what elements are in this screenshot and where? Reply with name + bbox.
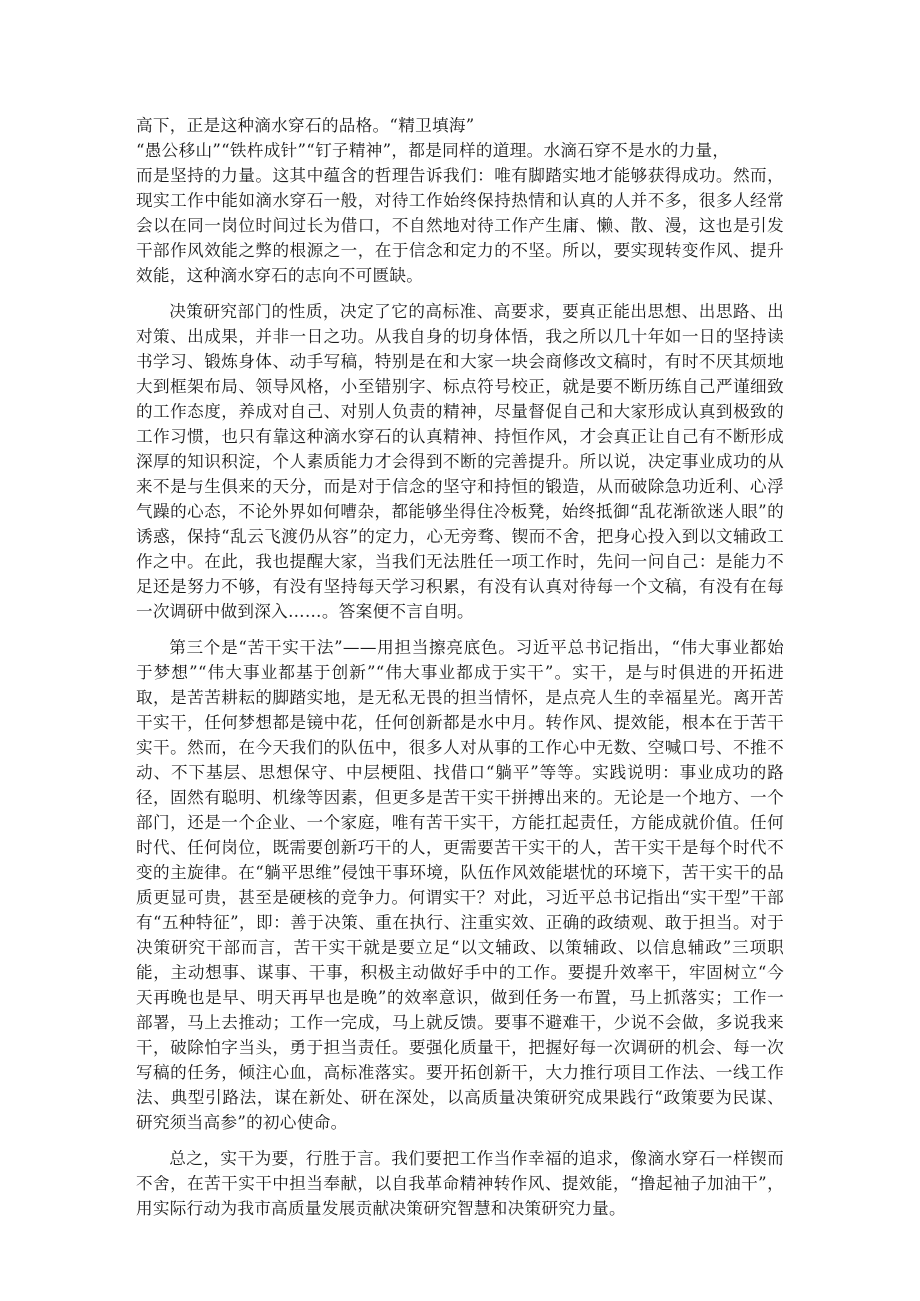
paragraph-2: 决策研究部门的性质，决定了它的高标准、高要求，要真正能出思想、出思路、出对策、出成果，并非一日之功。从我自身的切身体悟，我之所以几十年如一日的坚持读书学习、锻炼身体、动手写稿，特别是在和大家一块会商修改文稿时，有时不厌其烦地大到框架布局、领导风格，小至错别字、标点符号校正，就是要不断历练自己严谨细致的工作态度，养成对自己、对别人负责的精神，尽量督促自己和大家形成认真到极致的工作习惯，也只有靠这种滴水穿石的认真精神、持恒作风，才会真正让自己有不断形成深厚的知识积淀，个人素质能力才会得到不断的完善提升。所以说，决定事业成功的从来不是与生俱来的天分，而是对于信念的坚守和持恒的锻造，从而破除急功近利、心浮气躁的心态，不论外界如何嘈杂，都能够坐得住冷板凳，始终抵御“乱花渐欲迷人眼”的诱惑，保持“乱云飞渡仍从容”的定力，心无旁骛、锲而不舍，把身心投入到以文辅政工作之中。在此，我也提醒大家，当我们无法胜任一项工作时，先问一问自己：是能力不足还是努力不够，有没有坚持每天学习积累，有没有认真对待每一个文稿，有没有在每一次调研中做到深入……。答案便不言自明。 <box>136 302 784 621</box>
lead-line-1: 高下，正是这种滴水穿石的品格。“精卫填海” <box>136 116 475 135</box>
paragraph-3: 第三个是“苦干实干法”——用担当擦亮底色。习近平总书记指出，“伟大事业都始于梦想”“伟大事业都基于创新”“伟大事业都成于实干”。实干，是与时俱进的开拓进取，是苦苦耕耘的脚踏实地，是无私无畏的担当情怀，是点亮人生的幸福星光。离开苦干实干，任何梦想都是镜中花，任何创新都是水中月。转作风、提效能，根本在于苦干实干。然而，在今天我们的队伍中，很多人对从事的工作心中无数、空喊口号、不推不动、不下基层、思想保守、中层梗阻、找借口“躺平”等等。实践说明：事业成功的路径，固然有聪明、机缘等因素，但更多是苦干实干拼搏出来的。无论是一个地方、一个部门，还是一个企业、一个家庭，唯有苦干实干，方能扛起责任，方能成就价值。任何时代、任何岗位，既需要创新巧干的人，更需要苦干实干的人，苦干实干是每个时代不变的主旋律。在“躺平思维”侵蚀干事环境，队伍作风效能堪忧的环境下，苦干实干的品质更显可贵，甚至是硬核的竞争力。何谓实干？对此，习近平总书记指出“实干型”干部有“五种特征”，即：善于决策、重在执行、注重实效、正确的政绩观、敢于担当。对于决策研究干部而言，苦干实干就是要立足“以文辅政、以策辅政、以信息辅政”三项职能，主动想事、谋事、干事，积极主动做好手中的工作。要提升效率干，牢固树立“今天再晚也是早、明天再早也是晚”的效率意识，做到任务一布置，马上抓落实；工作一部署，马上去推动；工作一完成，马上就反馈。要事不避难干，少说不会做，多说我来干，破除怕字当头，勇于担当责任。要强化质量干，把握好每一次调研的机会、每一次写稿的任务，倾注心血，高标准落实。要开拓创新干，大力推行项目工作法、一线工作法、典型引路法，谋在新处、研在深处，以高质量决策研究成果践行“政策要为民谋、研究须当高参”的初心使命。 <box>136 638 784 1132</box>
lead-line-2: “愚公移山”“铁杵成针”“钉子精神”，都是同样的道理。水滴石穿不是水的力量， <box>136 141 730 160</box>
paragraph-1: 而是坚持的力量。这其中蕴含的哲理告诉我们：唯有脚踏实地才能够获得成功。然而，现实工作中能如滴水穿石一般，对待工作始终保持热情和认真的人并不多，很多人经常会以在同一岗位时间过长为借口，不自然地对待工作产生庸、懒、散、漫，这也是引发干部作风效能之弊的根源之一，在于信念和定力的不坚。所以，要实现转变作风、提升效能，这种滴水穿石的志向不可匮缺。 <box>136 166 784 285</box>
document-body <box>136 113 784 1221</box>
paragraph-4: 总之，实干为要，行胜于言。我们要把工作当作幸福的追求，像滴水穿石一样锲而不舍，在苦干实干中担当奉献，以自我革命精神转作风、提效能，“撸起袖子加油干”，用实际行动为我市高质量发展贡献决策研究智慧和决策研究力量。 <box>136 1149 784 1218</box>
